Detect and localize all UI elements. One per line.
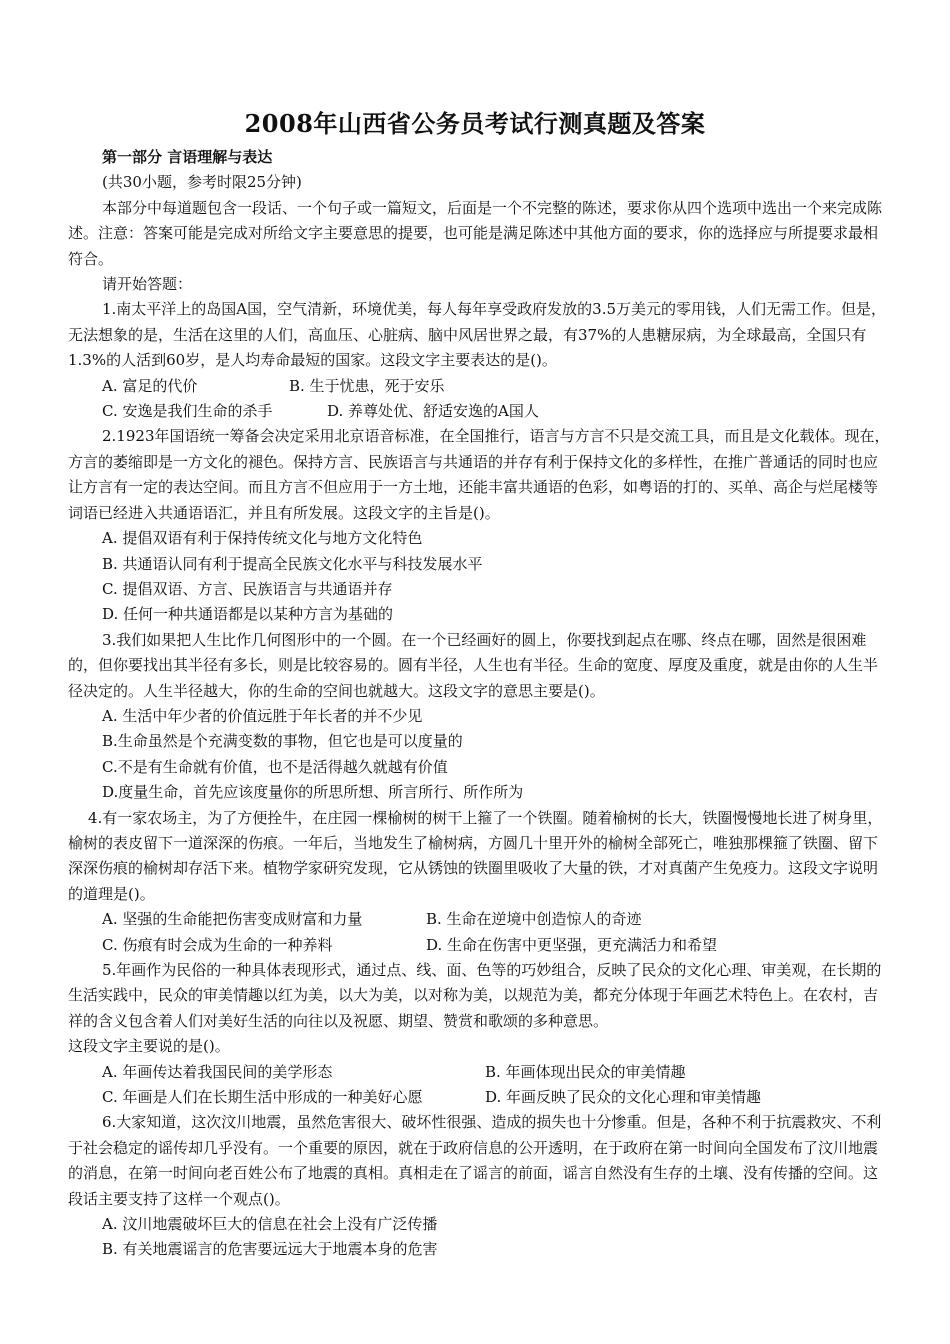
document-title: 2008年山西省公务员考试行测真题及答案 bbox=[244, 109, 706, 138]
section-instructions: 本部分中每道题包含一段话、一个句子或一篇短文，后面是一个不完整的陈述，要求你从四个选项中选出一个来完成陈述。注意：答案可能是完成对所给文字主要意思的提要，也可能是满足陈述中其他方面的要求，你的选择应与所提要求最相符合。 bbox=[68, 198, 883, 268]
option-a: A. 生活中年少者的价值远胜于年长者的并不少见 bbox=[102, 706, 423, 725]
start-prompt: 请开始答题： bbox=[102, 275, 193, 294]
option-c: C. 年画是人们在长期生活中形成的一种美好心愿 bbox=[102, 1088, 423, 1107]
option-d: D.度量生命，首先应该度量你的所思所想、所言所行、所作所为 bbox=[102, 783, 524, 802]
question-4-options-row-2 bbox=[68, 933, 890, 958]
option-d: D. 生命在伤害中更坚强，更充满活力和希望 bbox=[426, 935, 718, 954]
question-3-stem: 3.我们如果把人生比作几何图形中的一个圆。在一个已经画好的圆上，你要找到起点在哪、终点在哪，固然是很困难的，但你要找出其半径有多长，则是比较容易的。圆有半径，人生也有半径。生命的宽度、厚度及重度，就是由你的人生半径决定的。人生半径越大，你的生命的空间也就越大。这段文字的意思主要是()。 bbox=[68, 630, 879, 700]
question-5-options-row-2 bbox=[68, 1085, 890, 1110]
option-b: B. 有关地震谣言的危害要远远大于地震本身的危害 bbox=[102, 1240, 438, 1259]
option-a: A. 汶川地震破坏巨大的信息在社会上没有广泛传播 bbox=[102, 1215, 438, 1234]
question-5-stem: 5.年画作为民俗的一种具体表现形式，通过点、线、面、色等的巧妙组合，反映了民众的文化心理、审美观，在长期的生活实践中，民众的审美情趣以红为美，以大为美，以对称为美，以规范为美，都充分体现于年画艺术特色上。在农村，吉祥的含义包含着人们对美好生活的向往以及祝愿、期望、赞赏和歌颂的多种意思。 bbox=[68, 961, 882, 1030]
option-a: A. 坚强的生命能把伤害变成财富和力量 bbox=[102, 910, 363, 929]
question-6-stem: 6.大家知道，这次汶川地震，虽然危害很大、破坏性很强、造成的损失也十分惨重。但是，各种不利于抗震救灾、不利于社会稳定的谣传却几乎没有。一个重要的原因，就在于政府信息的公开透明，在于政府在第一时间向全国发布了汶川地震的消息，在第一时间向老百姓公布了地震的真相。真相走在了谣言的前面，谣言自然没有生存的土壤、没有传播的空间。这段话主要支持了这样一个观点()。 bbox=[68, 1113, 882, 1208]
question-4-stem: 4.有一家农场主，为了方便拴牛，在庄园一棵榆树的树干上箍了一个铁圈。随着榆树的长大，铁圈慢慢地长进了树身里，榆树的表皮留下一道深深的伤痕。一年后，当地发生了榆树病，方圆几十里开外的榆树全部死亡，唯独那棵箍了铁圈、留下深深伤痕的榆树却存活下来。植物学家研究发现，它从锈蚀的铁圈里吸收了大量的铁，才对真菌产生免疫力。这段文字说明的道理是()。 bbox=[68, 808, 883, 903]
option-c: C. 提倡双语、方言、民族语言与共通语并存 bbox=[102, 579, 393, 598]
option-c: C. 伤痕有时会成为生命的一种养料 bbox=[102, 935, 333, 954]
option-d: D. 任何一种共通语都是以某种方言为基础的 bbox=[102, 605, 394, 624]
question-4-options-row-1 bbox=[68, 907, 890, 932]
question-1-options-row-2 bbox=[68, 399, 890, 424]
question-1-stem: 1.南太平洋上的岛国A国，空气清新，环境优美，每人每年享受政府发放的3.5万美元的零用钱，人们无需工作。但是，无法想象的是，生活在这里的人们，高血压、心脏病、脑中风居世界之最，有37%的人患糖尿病，为全球最高，全国只有1.3%的人活到60岁，是人均寿命最短的国家。这段文字主要表达的是()。 bbox=[68, 300, 887, 370]
option-c: C.不是有生命就有价值，也不是活得越久就越有价值 bbox=[102, 757, 448, 776]
option-a: A. 富足的代价 bbox=[102, 376, 198, 395]
document-body bbox=[68, 145, 890, 1263]
option-b: B. 共通语认同有利于提高全民族文化水平与科技发展水平 bbox=[102, 554, 483, 573]
option-d: D. 年画反映了民众的文化心理和审美情趣 bbox=[485, 1088, 762, 1107]
option-c: C. 安逸是我们生命的杀手 bbox=[102, 402, 273, 421]
option-a: A. 提倡双语有利于保持传统文化与地方文化特色 bbox=[102, 529, 423, 548]
section-meta: (共30小题，参考时限25分钟) bbox=[102, 173, 302, 192]
option-b: B. 生命在逆境中创造惊人的奇迹 bbox=[426, 910, 642, 929]
question-1-options-row-1 bbox=[68, 374, 890, 399]
option-d: D. 养尊处优、舒适安逸的A国人 bbox=[327, 402, 539, 421]
option-b: B. 年画体现出民众的审美情趣 bbox=[485, 1062, 686, 1081]
question-5-prompt: 这段文字主要说的是()。 bbox=[68, 1037, 230, 1056]
option-b: B.生命虽然是个充满变数的事物，但它也是可以度量的 bbox=[102, 732, 463, 751]
option-a: A. 年画传达着我国民间的美学形态 bbox=[102, 1062, 333, 1081]
question-5-options-row-1 bbox=[68, 1060, 890, 1085]
option-b: B. 生于忧患，死于安乐 bbox=[289, 376, 445, 395]
section-heading: 第一部分 言语理解与表达 bbox=[102, 148, 273, 166]
question-2-stem: 2.1923年国语统一筹备会决定采用北京语音标准，在全国推行，语言与方言不只是交流工具，而且是文化载体。现在，方言的萎缩即是一方文化的褪色。保持方言、民族语言与共通语的并存有利于保持文化的多样性，在推广普通话的同时也应让方言有一定的表达空间。而且方言不但应用于一方土地，还能丰富共通语的色彩，如粤语的打的、买单、高企与烂尾楼等词语已经进入共通语语汇，并且有所发展。这段文字的主旨是()。 bbox=[68, 427, 890, 522]
